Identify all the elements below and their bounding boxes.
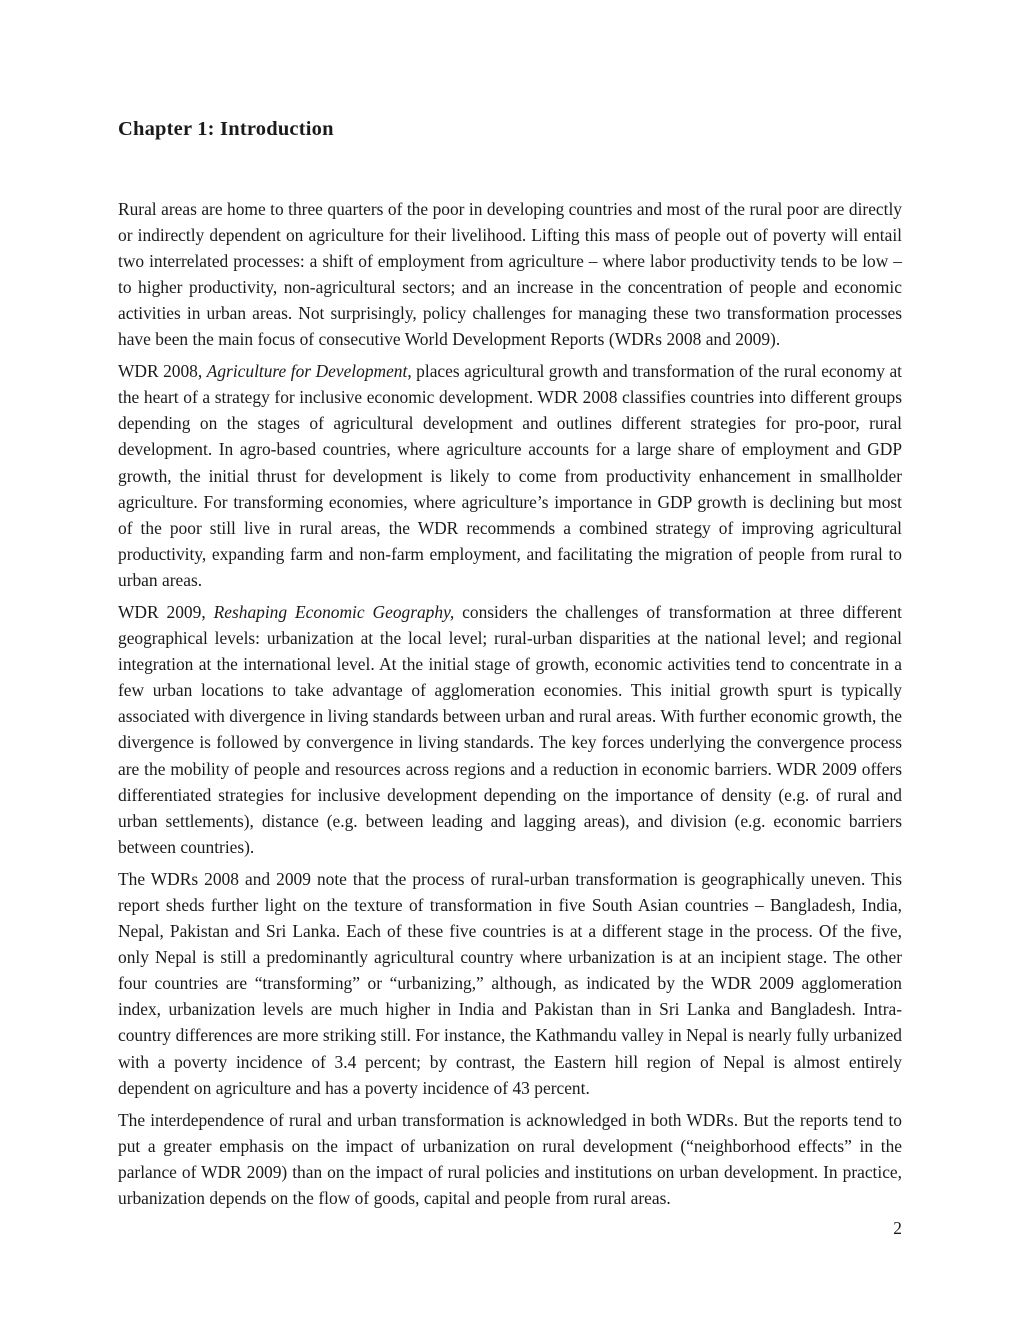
document-body — [118, 118, 902, 1211]
paragraph-wdr-2008 — [118, 358, 902, 593]
paragraph-text-lead: WDR 2008, — [118, 361, 207, 382]
report-title-agriculture-for-development: Agriculture for Development — [206, 361, 408, 382]
paragraph-text-rest: considers the challenges of transformation at three different geographical levels: urbanization at the local level; rural-urban disparities at the national level; and regional integration at the international level. At the initial stage of growth, economic activities tend to concentrate in a few urban locations to take advantage of agglomeration economies. This initial growth spurt is typically associated with divergence in living standards between urban and rural areas. With further economic growth, the divergence is followed by convergence in living standards. The key forces underlying the convergence process are the mobility of people and resources across regions and a reduction in economic barriers. WDR 2009 offers differentiated strategies for inclusive development depending on the importance of density (e.g. of rural and urban settlements), distance (e.g. between leading and lagging areas), and division (e.g. economic barriers between countries). — [118, 601, 902, 857]
report-title-reshaping-economic-geography: Reshaping Economic Geography, — [213, 601, 455, 622]
paragraph-text: The interdependence of rural and urban transformation is acknowledged in both WDRs. But the reports tend to put a greater emphasis on the impact of urbanization on rural development (“neighborhood effects” in the parlance of WDR 2009) than on the impact of rural policies and institutions on urban development. In practice, urbanization depends on the flow of goods, capital and people from rural areas. — [118, 1109, 902, 1209]
paragraph-intro-rural-poverty — [118, 196, 902, 353]
paragraph-wdr-2009 — [118, 599, 902, 860]
page-title: Chapter 1: Introduction — [118, 118, 334, 140]
paragraph-south-asian-countries — [118, 866, 902, 1101]
paragraph-text: The WDRs 2008 and 2009 note that the process of rural-urban transformation is geographically uneven. This report sheds further light on the texture of transformation in five South Asian countries – Bangladesh, India, Nepal, Pakistan and Sri Lanka. Each of these five countries is at a different stage in the process. Of the five, only Nepal is still a predominantly agricultural country where urbanization is at an incipient stage. The other four countries are “transforming” or “urbanizing,” although, as indicated by the WDR 2009 agglomeration index, urbanization levels are much higher in India and Pakistan than in Sri Lanka and Bangladesh. Intra-country differences are more striking still. For instance, the Kathmandu valley in Nepal is nearly fully urbanized with a poverty incidence of 3.4 percent; by contrast, the Eastern hill region of Nepal is almost entirely dependent on agriculture and has a poverty incidence of 43 percent. — [118, 868, 902, 1098]
paragraph-text-lead: WDR 2009, — [118, 601, 214, 622]
paragraph-interdependence — [118, 1107, 902, 1211]
paragraph-text-rest: , places agricultural growth and transformation of the rural economy at the heart of a strategy for inclusive economic development. WDR 2008 classifies countries into different groups depending on the stages of agricultural development and outlines different strategies for pro-poor, rural development. In agro-based countries, where agriculture accounts for a large share of employment and GDP growth, the initial thrust for development is likely to come from productivity enhancement in smallholder agriculture. For transforming economies, where agriculture’s importance in GDP growth is declining but most of the poor still live in rural areas, the WDR recommends a combined strategy of improving agricultural productivity, expanding farm and non-farm employment, and facilitating the migration of people from rural to urban areas. — [118, 361, 902, 590]
page-number: 2 — [893, 1218, 902, 1238]
paragraph-text: Rural areas are home to three quarters of the poor in developing countries and most of the rural poor are directly or indirectly dependent on agriculture for their livelihood. Lifting this mass of people out of poverty will entail two interrelated processes: a shift of employment from agriculture – where labor productivity tends to be low – to higher productivity, non-agricultural sectors; and an increase in the concentration of people and economic activities in urban areas. Not surprisingly, policy challenges for managing these two transformation processes have been the main focus of consecutive World Development Reports (WDRs 2008 and 2009). — [118, 198, 902, 350]
